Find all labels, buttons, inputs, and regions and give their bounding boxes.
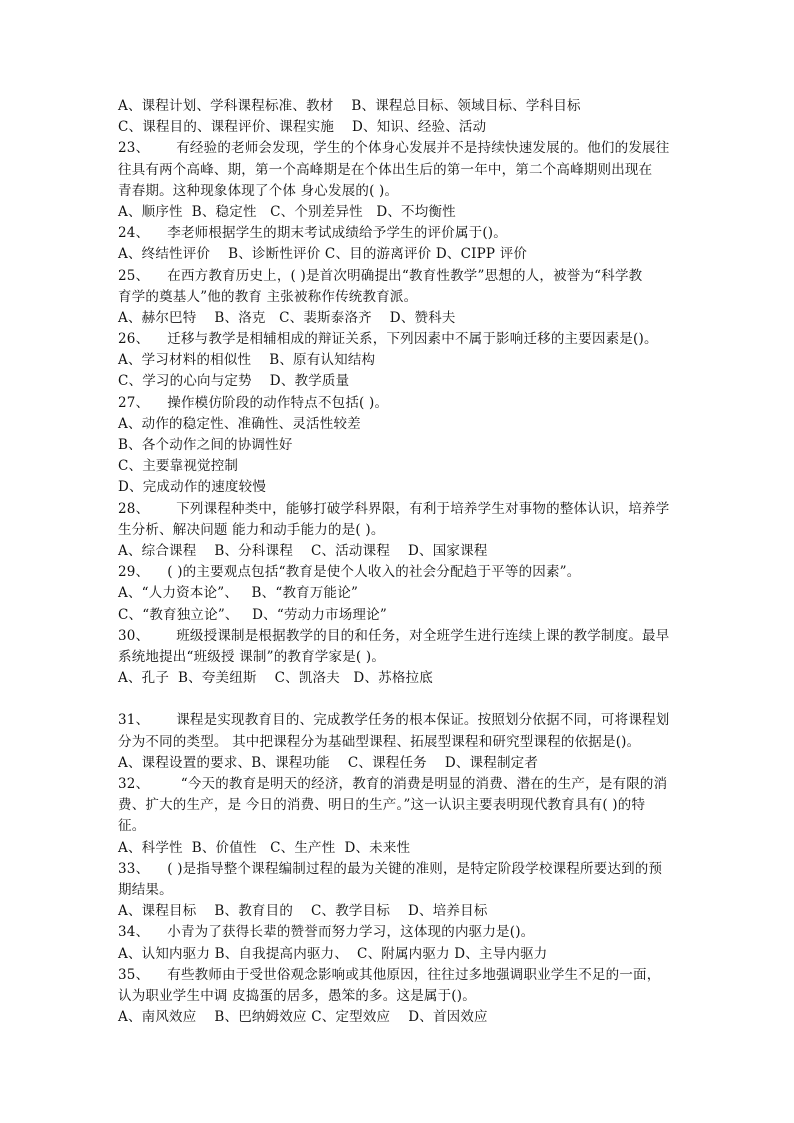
question-text-line: 35、 有些教师由于受世俗观念影响或其他原因，往往过多地强调职业学生不足的一面， [118, 966, 661, 983]
question-text-line: 生分析、解决问题 能力和动手能力的是( )。 [118, 521, 385, 538]
question-text-line: 27、 操作模仿阶段的动作特点不包括( )。 [118, 394, 389, 411]
question-text-line: 33、 ( )是指导整个课程编制过程的最为关键的准则，是特定阶段学校课程所要达到的预 [118, 860, 663, 877]
question-text-line: 25、 在西方教育历史上，( )是首次明确提出“教育性教学”思想的人，被誉为“科学教 [118, 267, 643, 284]
answer-options-line: A、动作的稳定性、准确性、灵活性较差 [118, 415, 361, 432]
answer-options-line: A、终结性评价 B、诊断性评价 C、目的游离评价 D、CIPP 评价 [118, 246, 528, 263]
question-text-block [118, 96, 684, 1028]
question-text-line: 29、 ( )的主要观点包括“教育是使个人收入的社会分配趋于平等的因素”。 [118, 564, 581, 581]
answer-options-line: A、课程目标 B、教育目的 C、教学目标 D、培养目标 [118, 903, 488, 920]
question-text-line: 31、 课程是实现教育目的、完成教学任务的根本保证。按照划分依据不同，可将课程划 [118, 712, 670, 729]
blank-line [118, 689, 684, 710]
question-text-line: 34、 小青为了获得长辈的赞誉而努力学习，这体现的内驱力是()。 [118, 924, 535, 941]
answer-options-line: A、学习材料的相似性 B、原有认知结构 [118, 352, 376, 369]
question-text-line: 期结果。 [118, 881, 173, 898]
answer-options-line: A、“人力资本论”、 B、“教育万能论” [118, 585, 359, 602]
answer-options-line: A、综合课程 B、分科课程 C、活动课程 D、国家课程 [118, 542, 488, 559]
question-text-line: 育学的奠基人”他的教育 主张被称作传统教育派。 [118, 288, 418, 305]
answer-options-line: C、课程目的、课程评价、课程实施 D、知识、经验、活动 [118, 119, 487, 136]
question-text-line: 青春期。这种现象体现了个体 身心发展的( )。 [118, 182, 399, 199]
question-text-line: 28、 下列课程种类中，能够打破学科界限，有利于培养学生对事物的整体认识，培养学 [118, 500, 670, 517]
answer-options-line: A、赫尔巴特 B、洛克 C、裴斯泰洛齐 D、赞科夫 [118, 309, 456, 326]
answer-options-line: A、孔子 B、夸美纽斯 C、凯洛夫 D、苏格拉底 [118, 670, 433, 687]
answer-options-line: C、“教育独立论”、 D、“劳动力市场理论” [118, 606, 387, 623]
answer-options-line: C、主要靠视觉控制 [118, 458, 239, 475]
question-text-line: 认为职业学生中调 皮捣蛋的居多，愚笨的多。这是属于()。 [118, 987, 476, 1004]
answer-options-line: A、课程计划、学科课程标准、教材 B、课程总目标、领域目标、学科目标 [118, 98, 581, 114]
question-text-line: 23、 有经验的老师会发现，学生的个体身心发展并不是持续快速发展的。他们的发展往 [118, 140, 670, 157]
question-text-line: 往具有两个高峰、期，第一个高峰期是在个体出生后的第一年中，第二个高峰期则出现在 [118, 161, 653, 178]
question-text-line: 26、 迁移与教学是相辅相成的辩证关系，下列因素中不属于影响迁移的主要因素是()。 [118, 331, 658, 348]
answer-options-line: D、完成动作的速度较慢 [118, 479, 267, 496]
question-text-line: 征。 [118, 818, 146, 835]
answer-options-line: A、南风效应 B、巴纳姆效应 C、定型效应 D、首因效应 [118, 1009, 488, 1026]
question-text-line: 分为不同的类型。 其中把课程分为基础型课程、拓展型课程和研究型课程的依据是()。 [118, 733, 641, 750]
question-text-line: 30、 班级授课制是根据教学的目的和任务，对全班学生进行连续上课的教学制度。最早 [118, 627, 670, 644]
answer-options-line: B、各个动作之间的协调性好 [118, 437, 293, 453]
answer-options-line: A、顺序性 B、稳定性 C、个别差异性 D、不均衡性 [118, 203, 456, 220]
answer-options-line: A、认知内驱力 B、自我提高内驱力、 C、附属内驱力 D、主导内驱力 [118, 945, 548, 962]
answer-options-line: A、科学性 B、价值性 C、生产性 D、未来性 [118, 839, 411, 856]
question-text-line: 32、 “今天的教育是明天的经济，教育的消费是明显的消费、潜在的生产，是有限的消 [118, 776, 668, 792]
answer-options-line: A、课程设置的要求、B、课程功能 C、课程任务 D、课程制定者 [118, 754, 539, 771]
answer-options-line: C、学习的心向与定势 D、教学质量 [118, 373, 350, 390]
question-text-line: 24、 李老师根据学生的期末考试成绩给予学生的评价属于()。 [118, 225, 507, 242]
question-text-line: 费、扩大的生产，是 今日的消费、明日的生产。”这一认识主要表明现代教育具有( )的特 [118, 797, 646, 814]
question-text-line: 系统地提出“班级授 课制”的教育学家是( )。 [118, 648, 386, 665]
